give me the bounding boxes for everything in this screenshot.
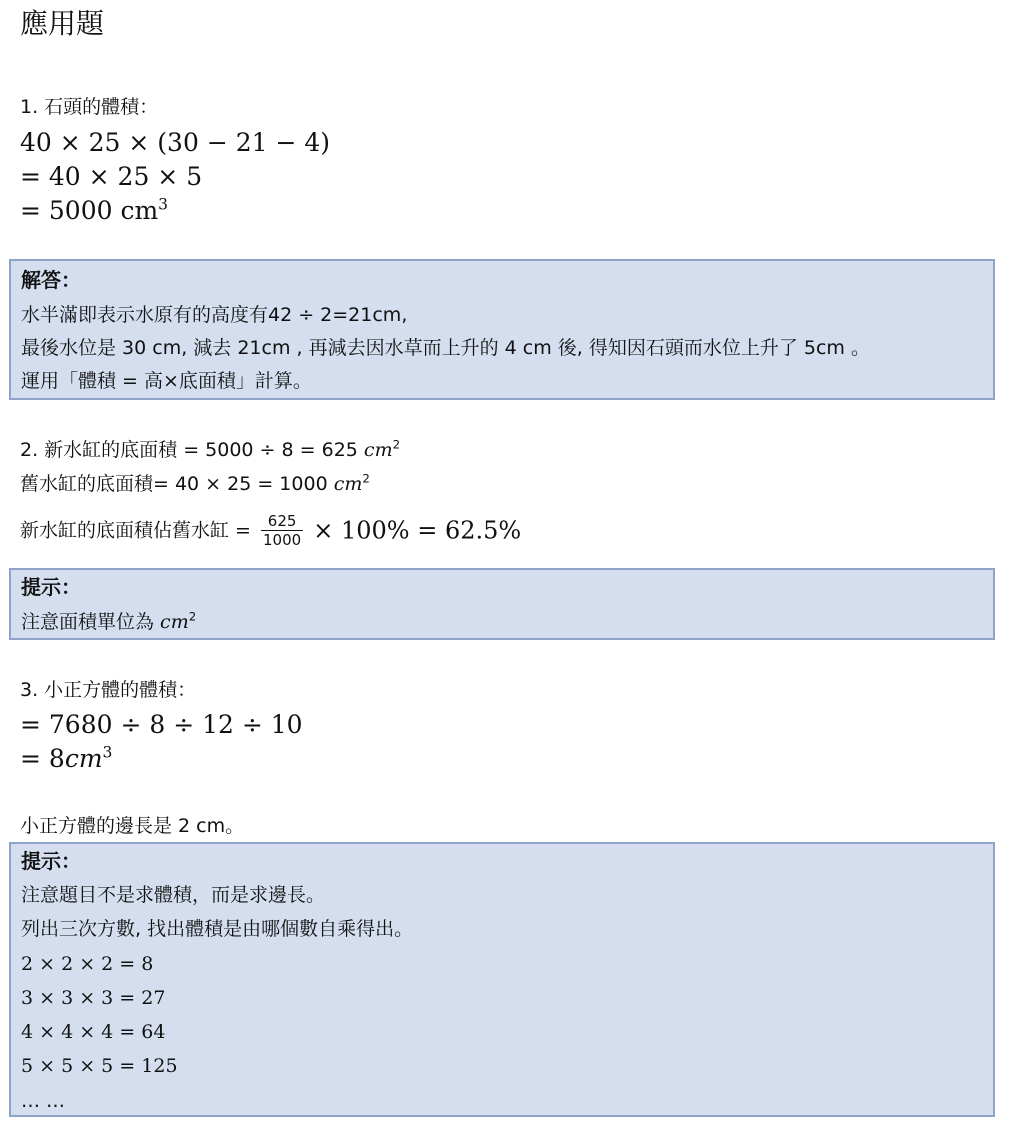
answer-box-line-2: 最後水位是 30 cm, 減去 21cm , 再減去因水草而上升的 4 cm 後, 得知因石頭而水位上升了 5cm 。	[21, 337, 870, 359]
q3-step2-exponent: 3	[102, 743, 113, 762]
cube-row: 3 × 3 × 3 = 27	[21, 987, 166, 1009]
answer-box	[9, 259, 995, 400]
hint-box-1-unit: cm	[160, 611, 189, 633]
q3-answer: 小正方體的邊長是 2 cm。	[20, 815, 245, 837]
answer-box-line-3: 運用「體積 = 高×底面積」計算。	[21, 370, 312, 392]
q1-step2: = 40 × 25 × 5	[20, 162, 203, 191]
answer-box-heading: 解答：	[21, 268, 81, 292]
hint-box-2-ellipsis: … …	[21, 1090, 66, 1112]
q2-line-3	[20, 512, 521, 549]
q2-line-2-unit: cm	[333, 473, 363, 495]
hint-box-2-heading: 提示：	[21, 849, 81, 873]
answer-box-line-1: 水半滿即表示水原有的高度有42 ÷ 2=21cm,	[21, 304, 408, 326]
q3-step2	[20, 742, 112, 776]
hint-box-1-heading: 提示：	[21, 575, 81, 599]
q2-fraction-denominator: 1000	[263, 531, 302, 549]
hint-box-2-line-1: 注意題目不是求體積，而是求邊長。	[21, 884, 326, 906]
q2-line-2-exponent: 2	[362, 471, 370, 486]
q3-label: 3. 小正方體的體積：	[20, 679, 197, 701]
q2-fraction-numerator: 625	[261, 512, 303, 531]
q2-line-2-text: 舊水缸的底面積= 40 × 25 = 1000	[20, 473, 334, 495]
q1-step3	[20, 194, 168, 228]
q2-line-2	[20, 472, 370, 496]
q1-step1: 40 × 25 × (30 − 21 − 4)	[20, 128, 331, 157]
q2-line-1-unit: cm	[363, 439, 393, 461]
q2-line-1	[20, 438, 400, 462]
cube-row: 4 × 4 × 4 = 64	[21, 1021, 166, 1043]
q3-step2-prefix: = 8	[20, 744, 65, 773]
page-title: 應用題	[20, 7, 105, 40]
q1-label: 1. 石頭的體積：	[20, 96, 159, 118]
q2-fraction	[261, 512, 303, 549]
cube-row: 5 × 5 × 5 = 125	[21, 1055, 178, 1077]
q2-line-1-text: 2. 新水缸的底面積 = 5000 ÷ 8 = 625	[20, 439, 364, 461]
hint-box-1	[9, 568, 995, 640]
q1-step3-exponent: 3	[158, 195, 169, 214]
hint-box-2-line-2: 列出三次方數, 找出體積是由哪個數自乘得出。	[21, 918, 414, 940]
hint-box-1-exponent: 2	[188, 609, 197, 624]
q3-step2-unit: cm	[64, 744, 103, 773]
hint-box-1-line	[21, 610, 196, 634]
q2-line-1-exponent: 2	[392, 437, 401, 452]
hint-box-2	[9, 842, 995, 1117]
q3-step1: = 7680 ÷ 8 ÷ 12 ÷ 10	[20, 710, 303, 739]
q1-step3-value: = 5000 cm	[20, 196, 159, 225]
cube-row: 2 × 2 × 2 = 8	[21, 953, 154, 975]
q2-line-3-result: × 100% = 62.5%	[313, 516, 522, 545]
q2-line-3-text: 新水缸的底面積佔舊水缸 =	[20, 519, 251, 542]
hint-box-1-text: 注意面積單位為	[21, 611, 161, 633]
